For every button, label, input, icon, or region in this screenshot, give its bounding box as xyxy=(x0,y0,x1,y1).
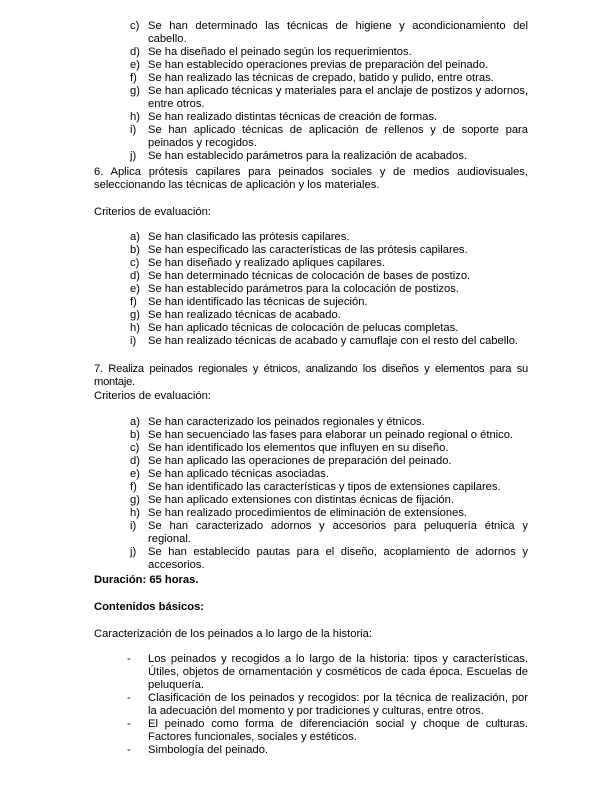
list-item: c) Se han identificado los elementos que influyen en su diseño. xyxy=(130,442,449,454)
list-item: a) Se han clasificado las prótesis capilares. xyxy=(130,231,350,243)
list-item: - El peinado como forma de diferenciación social y choque de culturas. Factores funcionales, sociales y estéticos. xyxy=(127,718,528,743)
duration-heading: Duración: 65 horas. xyxy=(94,574,199,586)
criteria-list-6 xyxy=(130,231,528,348)
criteria-list-7 xyxy=(130,416,528,572)
list-item: j) Se han establecido parámetros para la realización de acabados. xyxy=(130,150,468,162)
list-item: a) Se han caracterizado los peinados regionales y étnicos. xyxy=(130,416,425,428)
list-item: i) Se han realizado técnicas de acabado y camuflaje con el resto del cabello. xyxy=(130,335,519,347)
list-item: g) Se han aplicado extensiones con distintas écnicas de fijación. xyxy=(130,494,454,506)
list-item: f) Se han realizado las técnicas de crepado, batido y pulido, entre otras. xyxy=(130,72,494,84)
list-item: e) Se han establecido parámetros para la colocación de postizos. xyxy=(130,283,459,295)
list-item: h) Se han realizado distintas técnicas de creación de formas. xyxy=(130,111,438,123)
section-subtitle: Caracterización de los peinados a lo largo de la historia: xyxy=(94,628,372,640)
list-item: e) Se han aplicado técnicas asociadas. xyxy=(130,468,329,480)
list-item: f) Se han identificado las técnicas de sujeción. xyxy=(130,296,368,308)
list-item: h) Se han realizado procedimientos de eliminación de extensiones. xyxy=(130,507,468,519)
contents-list xyxy=(127,653,528,757)
list-item: c) Se han determinado las técnicas de higiene y acondicionamiento del cabello. xyxy=(130,20,528,45)
list-item: - Clasificación de los peinados y recogidos: por la técnica de realización, por la adecuación del momento y por tradiciones y culturas, entre otros. xyxy=(127,692,528,717)
list-item: i) Se han aplicado técnicas de aplicación de rellenos y de soporte para peinados y recogidos. xyxy=(130,124,528,149)
list-item: b) Se han secuenciado las fases para elaborar un peinado regional o étnico. xyxy=(130,429,514,441)
list-item: d) Se ha diseñado el peinado según los requerimientos. xyxy=(130,46,412,58)
contents-heading: Contenidos básicos: xyxy=(94,601,205,613)
list-item: - Simbología del peinado. xyxy=(127,744,269,756)
list-item: g) Se han aplicado técnicas y materiales para el anclaje de postizos y adornos, entre otros. xyxy=(130,85,528,110)
list-item: d) Se han determinado técnicas de colocación de bases de postizo. xyxy=(130,270,471,282)
criteria-heading-6: Criterios de evaluación: xyxy=(94,206,211,218)
list-item: f) Se han identificado las características y tipos de extensiones capilares. xyxy=(130,481,501,493)
learning-outcome-6: 6. Aplica prótesis capilares para peinados sociales y de medios audiovisuales, seleccionando las técnicas de aplicación y los materiales. xyxy=(94,166,528,191)
learning-outcome-7: 7. Realiza peinados regionales y étnicos, analizando los diseños y elementos para su montaje. xyxy=(94,363,528,388)
criteria-list-5 xyxy=(130,20,528,163)
list-item: d) Se han aplicado las operaciones de preparación del peinado. xyxy=(130,455,452,467)
list-item: h) Se han aplicado técnicas de colocación de pelucas completas. xyxy=(130,322,459,334)
list-item: c) Se han diseñado y realizado apliques capilares. xyxy=(130,257,385,269)
list-item: - Los peinados y recogidos a lo largo de la historia: tipos y características. Útiles, objetos de ornamentación y cosméticos de cada época. Escuelas de peluquería. xyxy=(127,653,528,691)
criteria-heading-7: Criterios de evaluación: xyxy=(94,390,211,402)
list-item: i) Se han caracterizado adornos y accesorios para peluquería étnica y regional. xyxy=(130,520,528,545)
list-item: e) Se han establecido operaciones previas de preparación del peinado. xyxy=(130,59,489,71)
list-item: g) Se han realizado técnicas de acabado. xyxy=(130,309,341,321)
list-item: b) Se han especificado las características de las prótesis capilares. xyxy=(130,244,468,256)
list-item: j) Se han establecido pautas para el diseño, acoplamiento de adornos y accesorios. xyxy=(130,546,528,571)
